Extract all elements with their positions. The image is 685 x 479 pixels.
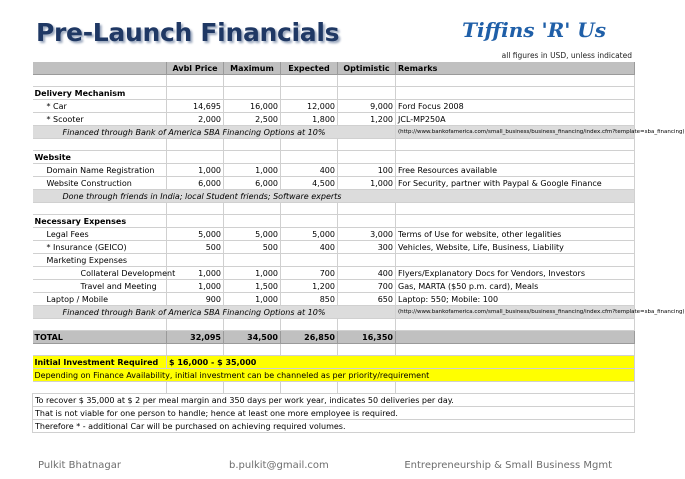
table-row [33, 139, 635, 151]
total-row [33, 331, 635, 344]
note-text: To recover $ 35,000 at $ 2 per meal margin and 350 days per work year, indicates 50 deliveries per day. [33, 394, 635, 407]
section-label: Necessary Expenses [33, 215, 167, 228]
section-delivery [33, 87, 635, 100]
investment-note-row [33, 369, 635, 382]
section-website [33, 151, 635, 164]
note-row [33, 407, 635, 420]
header-maximum: Maximum [224, 62, 281, 75]
website-note-row [33, 190, 635, 203]
section-label: Delivery Mechanism [33, 87, 167, 100]
table-row: Marketing Expenses [33, 254, 635, 267]
website-note: Done through friends in India; local Student friends; Software experts [33, 190, 635, 203]
investment-label: Initial Investment Required [33, 356, 167, 369]
investment-value: $ 16,000 - $ 35,000 [167, 356, 635, 369]
total-opt: 16,350 [338, 331, 396, 344]
table-row: Travel and Meeting 1,000 1,500 1,200 700 Gas, MARTA ($50 p.m. card), Meals [33, 280, 635, 293]
table-row: * Insurance (GEICO) 500 500 400 300 Vehicles, Website, Life, Business, Liability [33, 241, 635, 254]
investment-row [33, 356, 635, 369]
section-expenses [33, 215, 635, 228]
financing-text: Financed through Bank of America SBA Financing Options at 10% [33, 306, 396, 319]
total-label: TOTAL [33, 331, 167, 344]
investment-note: Depending on Finance Availability, initial investment can be channeled as per priority/requirement [33, 369, 635, 382]
section-label: Website [33, 151, 167, 164]
table-row: Legal Fees 5,000 5,000 5,000 3,000 Terms of Use for website, other legalities [33, 228, 635, 241]
note-text: That is not viable for one person to handle; hence at least one more employee is required. [33, 407, 635, 420]
table-row: Laptop / Mobile 900 1,000 850 650 Laptop: 550; Mobile: 100 [33, 293, 635, 306]
total-avbl: 32,095 [167, 331, 224, 344]
financing-text: Financed through Bank of America SBA Financing Options at 10% [33, 126, 396, 139]
note-row [33, 420, 635, 433]
table-row: Domain Name Registration 1,000 1,000 400 100 Free Resources available [33, 164, 635, 177]
table-header-row [33, 62, 635, 75]
table-row: * Scooter 2,000 2,500 1,800 1,200 JCL-MP250A [33, 113, 635, 126]
table-row: Website Construction 6,000 6,000 4,500 1,000 For Security, partner with Paypal & Google Finance [33, 177, 635, 190]
total-exp: 26,850 [281, 331, 338, 344]
financing-row [33, 306, 635, 319]
table-row [33, 382, 635, 394]
header-expected: Expected [281, 62, 338, 75]
footer-course: Entrepreneurship & Small Business Mgmt [404, 460, 612, 471]
table-row [33, 344, 635, 356]
brand-logo: Tiffins 'R' Us [462, 18, 606, 42]
note-row [33, 394, 635, 407]
financials-table [32, 62, 685, 433]
page-title: Pre-Launch Financials [36, 18, 340, 47]
table-row: Collateral Development 1,000 1,000 700 400 Flyers/Explanatory Docs for Vendors, Investors [33, 267, 635, 280]
header-optimistic: Optimistic [338, 62, 396, 75]
financing-row [33, 126, 635, 139]
financing-link[interactable]: (http://www.bankofamerica.com/small_business/business_financing/index.cfm?template=sba_financing) [396, 306, 635, 319]
financing-link[interactable]: (http://www.bankofamerica.com/small_business/business_financing/index.cfm?template=sba_financing) [396, 126, 635, 139]
footer-email[interactable]: b.pulkit@gmail.com [229, 460, 329, 471]
table-row [33, 319, 635, 331]
units-note: all figures in USD, unless indicated [501, 51, 632, 60]
table-row [33, 75, 635, 87]
table-row [33, 203, 635, 215]
note-text: Therefore * - additional Car will be purchased on achieving required volumes. [33, 420, 635, 433]
table-row: * Car 14,695 16,000 12,000 9,000 Ford Focus 2008 [33, 100, 635, 113]
header-remarks: Remarks [396, 62, 635, 75]
total-max: 34,500 [224, 331, 281, 344]
header-avbl-price: Avbl Price [167, 62, 224, 75]
footer [0, 460, 638, 479]
header-item [33, 62, 167, 75]
footer-author: Pulkit Bhatnagar [38, 460, 121, 471]
